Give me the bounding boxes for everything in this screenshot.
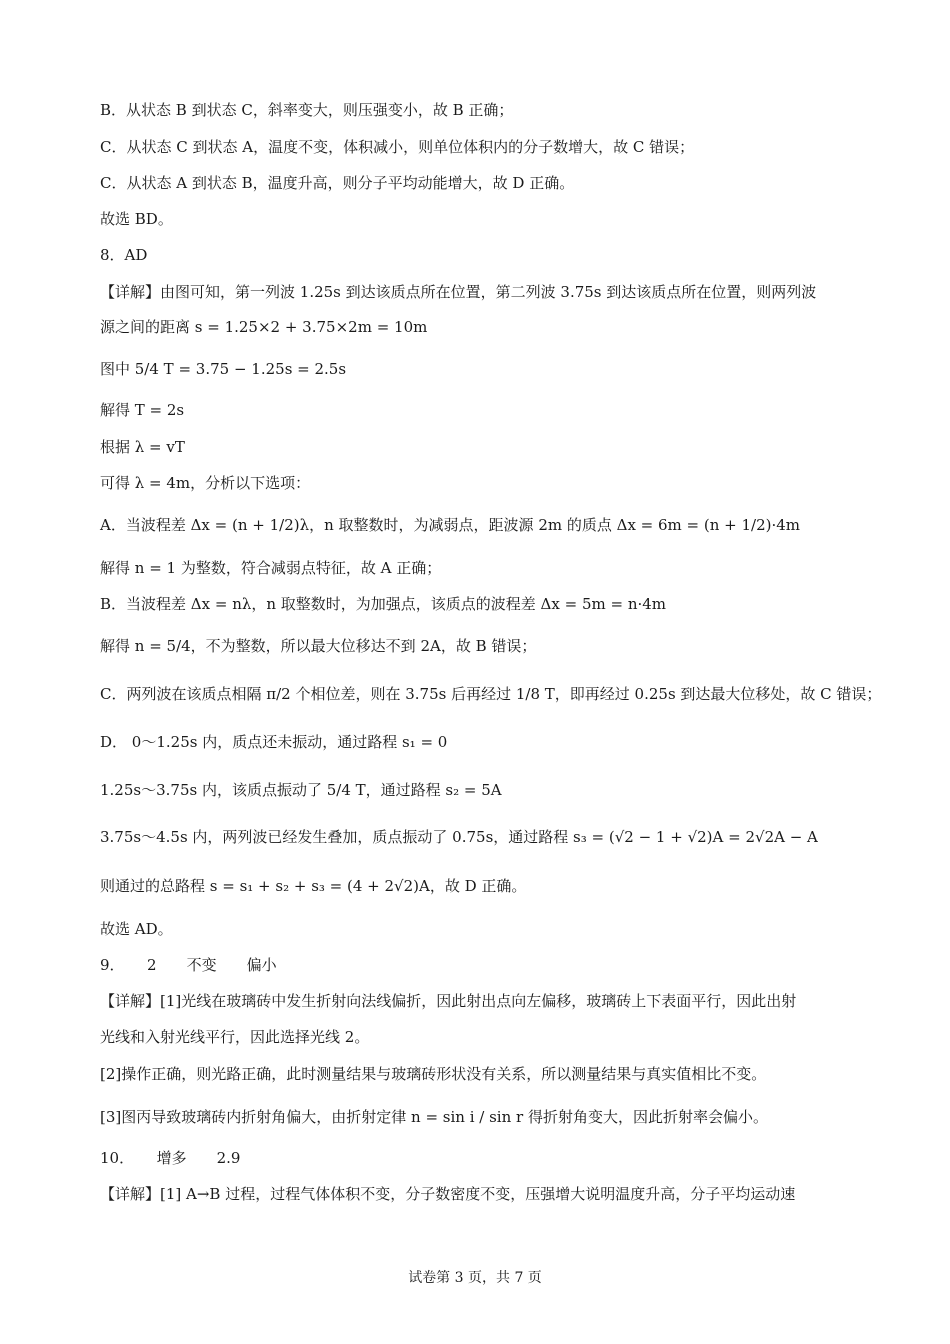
text-line: 根据 λ = vT [100,438,185,456]
text-line: 3.75s～4.5s 内，两列波已经发生叠加，质点振动了 0.75s，通过路程 s₃ = (√2 − 1 + √2)A = 2√2A − A [100,828,818,846]
text-line: 【详解】[1] A→B 过程，过程气体体积不变，分子数密度不变，压强增大说明温度升高，分子平均运动速 [100,1185,796,1203]
text-line: 解得 T = 2s [100,401,185,419]
text-line: 解得 n = 5/4，不为整数，所以最大位移达不到 2A，故 B 错误； [100,637,537,655]
text-line: 图中 5/4 T = 3.75 − 1.25s = 2.5s [100,360,347,378]
text-line: 8．AD [100,246,148,264]
text-line: C．从状态 C 到状态 A，温度不变，体积减小，则单位体积内的分子数增大，故 C 错误； [100,138,695,156]
text-line: [3]图丙导致玻璃砖内折射角偏大，由折射定律 n = sin i / sin r 得折射角变大，因此折射率会偏小。 [100,1108,768,1126]
text-line: 【详解】由图可知，第一列波 1.25s 到达该质点所在位置，第二列波 3.75s 到达该质点所在位置，则两列波 [100,283,817,301]
text-line: C．从状态 A 到状态 B，温度升高，则分子平均动能增大，故 D 正确。 [100,174,575,192]
text-line: 光线和入射光线平行，因此选择光线 2。 [100,1028,370,1046]
text-line: 则通过的总路程 s = s₁ + s₂ + s₃ = (4 + 2√2)A，故 D 正确。 [100,877,527,895]
text-line: 【详解】[1]光线在玻璃砖中发生折射向法线偏折，因此射出点向左偏移，玻璃砖上下表面平行，因此出射 [100,992,797,1010]
text-line: C．两列波在该质点相隔 π/2 个相位差，则在 3.75s 后再经过 1/8 T，即再经过 0.25s 到达最大位移处，故 C 错误； [100,685,882,703]
text-line: 10． 增多 2.9 [100,1149,241,1167]
text-line: 故选 AD。 [100,920,173,938]
text-line: 故选 BD。 [100,210,173,228]
text-line: 源之间的距离 s = 1.25×2 + 3.75×2m = 10m [100,318,428,336]
text-line: 1.25s～3.75s 内，该质点振动了 5/4 T，通过路程 s₂ = 5A [100,781,502,799]
text-line: A．当波程差 Δx = (n + 1/2)λ，n 取整数时，为减弱点，距波源 2m 的质点 Δx = 6m = (n + 1/2)·4m [100,516,801,534]
text-line: [2]操作正确，则光路正确，此时测量结果与玻璃砖形状没有关系，所以测量结果与真实值相比不变。 [100,1065,767,1083]
page-footer: 试卷第 3 页，共 7 页 [408,1270,542,1286]
text-line: D． 0～1.25s 内，质点还未振动，通过路程 s₁ = 0 [100,733,448,751]
text-line: 可得 λ = 4m，分析以下选项： [100,474,311,492]
text-line: 解得 n = 1 为整数，符合减弱点特征，故 A 正确； [100,559,442,577]
text-line: B．当波程差 Δx = nλ，n 取整数时，为加强点，该质点的波程差 Δx = 5m = n·4m [100,595,667,613]
text-line: 9． 2 不变 偏小 [100,956,277,974]
text-line: B．从状态 B 到状态 C，斜率变大，则压强变小，故 B 正确； [100,101,514,119]
